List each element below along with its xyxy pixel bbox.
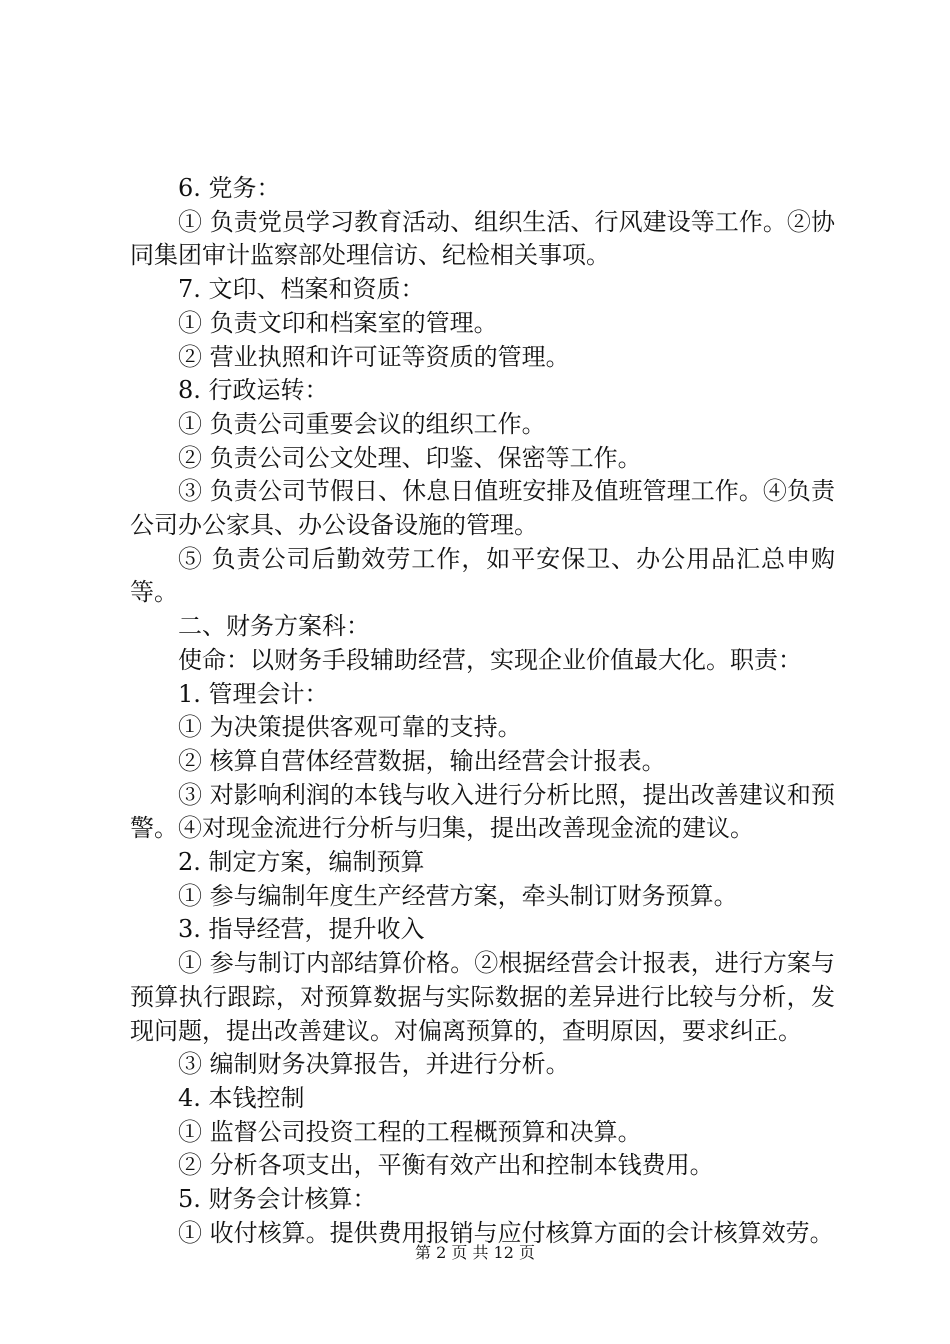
paragraph: ② 负责公司公文处理、印鉴、保密等工作。: [178, 443, 642, 472]
paragraph: 7. 文印、档案和资质：: [178, 275, 425, 304]
paragraph: ② 核算自营体经营数据，输出经营会计报表。: [178, 746, 666, 775]
paragraph: ① 为决策提供客观可靠的支持。: [178, 713, 522, 742]
paragraph: 4. 本钱控制: [178, 1083, 305, 1112]
paragraph: ① 监督公司投资工程的工程概预算和决算。: [178, 1117, 642, 1146]
paragraph: ③ 对影响利润的本钱与收入进行分析比照，提出改善建议和预警。④对现金流进行分析与归集，提出改善现金流的建议。: [130, 780, 835, 843]
paragraph: ① 负责公司重要会议的组织工作。: [178, 409, 546, 438]
document-body: [130, 172, 835, 1251]
paragraph: 3. 指导经营，提升收入: [178, 915, 425, 944]
paragraph: 5. 财务会计核算：: [178, 1185, 377, 1214]
paragraph: ① 参与编制年度生产经营方案，牵头制订财务预算。: [178, 881, 738, 910]
paragraph: ① 负责文印和档案室的管理。: [178, 308, 498, 337]
paragraph: ⑤ 负责公司后勤效劳工作，如平安保卫、办公用品汇总申购等。: [130, 544, 835, 607]
paragraph: ② 分析各项支出，平衡有效产出和控制本钱费用。: [178, 1151, 714, 1180]
page-footer: 第 2 页 共 12 页: [415, 1243, 535, 1262]
paragraph: 1. 管理会计：: [178, 679, 329, 708]
section-heading: 二、财务方案科：: [178, 612, 370, 641]
paragraph: 6. 党务：: [178, 174, 281, 202]
paragraph: 2. 制定方案，编制预算: [178, 848, 425, 877]
paragraph: ③ 编制财务决算报告，并进行分析。: [178, 1050, 570, 1079]
paragraph: ① 负责党员学习教育活动、组织生活、行风建设等工作。②协同集团审计监察部处理信访、纪检相关事项。: [130, 207, 835, 270]
paragraph: ③ 负责公司节假日、休息日值班安排及值班管理工作。④负责公司办公家具、办公设备设施的管理。: [130, 477, 835, 540]
paragraph: ① 收付核算。提供费用报销与应付核算方面的会计核算效劳。: [178, 1218, 834, 1247]
paragraph: 使命：以财务手段辅助经营，实现企业价值最大化。职责：: [178, 645, 802, 674]
paragraph: ① 参与制订内部结算价格。②根据经营会计报表，进行方案与预算执行跟踪，对预算数据与实际数据的差异进行比较与分析，发现问题，提出改善建议。对偏离预算的，查明原因，要求纠正。: [130, 949, 835, 1045]
paragraph: ② 营业执照和许可证等资质的管理。: [178, 342, 570, 371]
paragraph: 8. 行政运转：: [178, 376, 329, 405]
